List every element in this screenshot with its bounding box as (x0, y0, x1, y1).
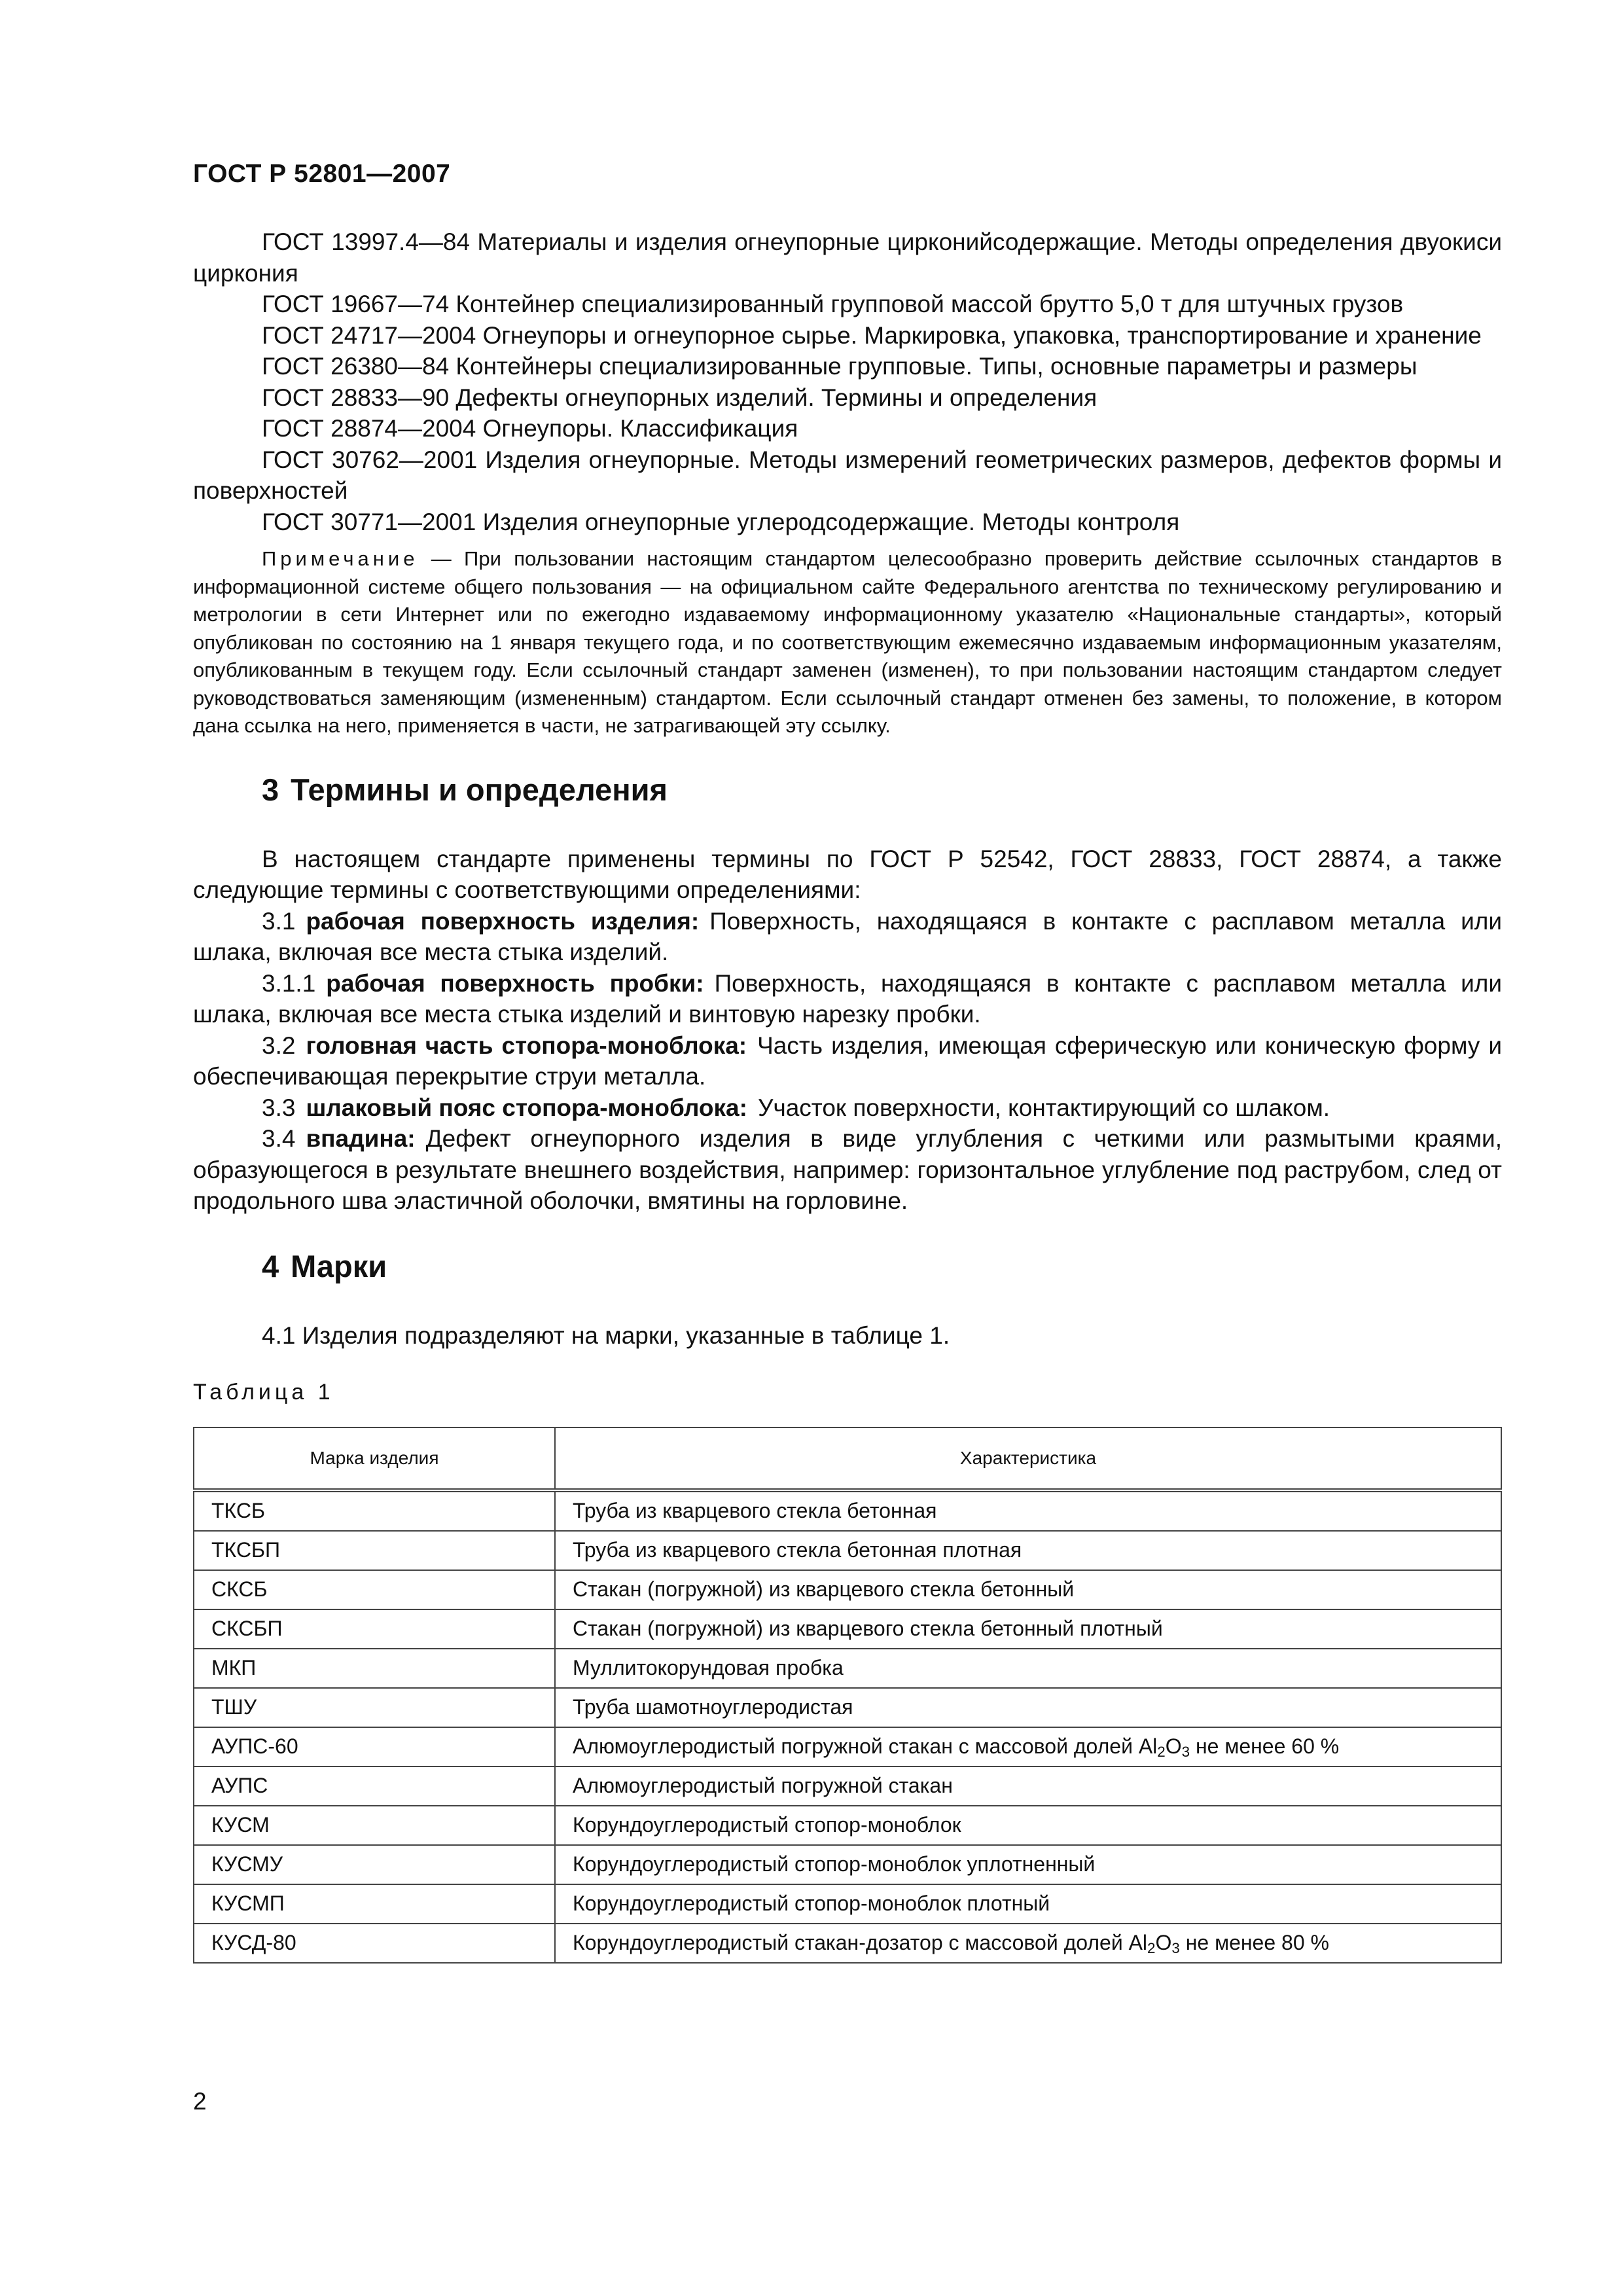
reference-item: ГОСТ 28874—2004 Огнеупоры. Классификация (262, 415, 798, 442)
term-number: 3.2 (262, 1031, 296, 1059)
section-3-heading (193, 772, 1502, 808)
table-row (194, 1806, 1501, 1845)
mark-cell: МКП (194, 1649, 555, 1688)
description-cell: Труба из кварцевого стекла бетонная (555, 1490, 1501, 1531)
term-number: 3.3 (262, 1094, 296, 1121)
note-label: Примечание (262, 547, 419, 570)
mark-cell: СКСБП (194, 1609, 555, 1649)
table-row (194, 1531, 1501, 1570)
term-name: рабочая поверхность изделия: (306, 907, 700, 935)
description-text: не менее 60 % (1190, 1734, 1340, 1758)
description-cell: Корундоуглеродистый стопор-моноблок (555, 1806, 1501, 1845)
term-definition (193, 1030, 1502, 1092)
section-title: Марки (291, 1248, 387, 1283)
term-number: 3.4 (262, 1125, 296, 1152)
subscript: 3 (1181, 1743, 1190, 1760)
term-definition (193, 1123, 1502, 1217)
normative-references-list (193, 226, 1502, 537)
description-cell: Муллитокорундовая пробка (555, 1649, 1501, 1688)
table-header-row (194, 1427, 1501, 1490)
table-row (194, 1767, 1501, 1806)
term-text: Часть изделия, имеющая сферическую или коническую форму и обеспечивающая перекрытие струи металла. (193, 1031, 1502, 1090)
term-text: Поверхность, находящаяся в контакте с расплавом металла или шлака, включая все места стыка изделий. (193, 907, 1502, 965)
table-row (194, 1884, 1501, 1924)
mark-cell: ТКСБ (194, 1490, 555, 1531)
term-definition (193, 1092, 1502, 1124)
mark-cell: КУСМ (194, 1806, 555, 1845)
table-caption: Таблица 1 (193, 1380, 334, 1405)
formula-part: O (1165, 1734, 1182, 1758)
reference-item: ГОСТ 28833—90 Дефекты огнеупорных изделий. Термины и определения (262, 384, 1097, 411)
section-title: Термины и определения (291, 772, 668, 807)
column-header-mark: Марка изделия (194, 1427, 555, 1490)
term-name: впадина: (306, 1125, 416, 1152)
column-header-characteristic: Характеристика (555, 1427, 1501, 1490)
term-text: Поверхность, находящаяся в контакте с расплавом металла или шлака, включая все места стыка изделий и винтовую нарезку пробки. (193, 969, 1502, 1028)
reference-item: ГОСТ 19667—74 Контейнер специализированный групповой массой брутто 5,0 т для штучных грузов (262, 291, 1404, 317)
term-definition (193, 906, 1502, 968)
table-row (194, 1924, 1501, 1963)
subscript: 2 (1147, 1939, 1156, 1956)
term-number: 3.1 (262, 907, 296, 935)
formula-part: O (1155, 1930, 1172, 1954)
page-number: 2 (193, 2088, 207, 2115)
description-cell: Стакан (погружной) из кварцевого стекла бетонный (555, 1570, 1501, 1609)
description-text: не менее 80 % (1179, 1930, 1329, 1954)
mark-cell: АУПС-60 (194, 1727, 555, 1767)
table-row (194, 1649, 1501, 1688)
description-text: Алюмоуглеродистый погружной стакан с массовой долей Al (573, 1734, 1158, 1758)
mark-cell: КУСМП (194, 1884, 555, 1924)
description-cell: Корундоуглеродистый стопор-моноблок плотный (555, 1884, 1501, 1924)
marks-table (193, 1427, 1502, 1964)
table-row (194, 1688, 1501, 1727)
table-row (194, 1727, 1501, 1767)
term-name: шлаковый пояс стопора-моноблока: (306, 1094, 747, 1121)
document-header: ГОСТ Р 52801—2007 (193, 160, 451, 188)
description-text: Корундоуглеродистый стакан-дозатор с массовой долей Al (573, 1930, 1148, 1954)
section-3-intro: В настоящем стандарте применены термины по ГОСТ Р 52542, ГОСТ 28833, ГОСТ 28874, а также следующие термины с соответствующими определениями: (193, 845, 1502, 903)
term-text: Дефект огнеупорного изделия в виде углубления с четкими или размытыми краями, образующегося в результате внешнего воздействия, например: горизонтальное углубление под раструбом, след от продольного шва эластичной оболочки, вмятины на горловине. (193, 1125, 1502, 1214)
term-name: рабочая поверхность пробки: (326, 969, 704, 997)
mark-cell: ТКСБП (194, 1531, 555, 1570)
mark-cell: СКСБ (194, 1570, 555, 1609)
term-number: 3.1.1 (262, 969, 316, 997)
term-definition (193, 968, 1502, 1030)
reference-item: ГОСТ 24717—2004 Огнеупоры и огнеупорное сырье. Маркировка, упаковка, транспортирование и хранение (262, 321, 1482, 349)
section-number: 4 (262, 1248, 279, 1283)
description-cell (555, 1727, 1501, 1767)
description-cell: Корундоуглеродистый стопор-моноблок уплотненный (555, 1845, 1501, 1884)
description-cell: Труба из кварцевого стекла бетонная плотная (555, 1531, 1501, 1570)
mark-cell: КУСД-80 (194, 1924, 555, 1963)
section-4-paragraph: 4.1 Изделия подразделяют на марки, указанные в таблице 1. (262, 1321, 950, 1349)
document-body (193, 226, 1502, 1964)
description-cell: Алюмоуглеродистый погружной стакан (555, 1767, 1501, 1806)
note-paragraph (193, 545, 1502, 740)
mark-cell: АУПС (194, 1767, 555, 1806)
section-number: 3 (262, 772, 279, 807)
section-4-heading (193, 1248, 1502, 1285)
term-text: Участок поверхности, контактирующий со шлаком. (757, 1094, 1330, 1121)
mark-cell: КУСМУ (194, 1845, 555, 1884)
mark-cell: ТШУ (194, 1688, 555, 1727)
note-text: — При пользовании настоящим стандартом целесообразно проверить действие ссылочных стандартов в информационной системе общего пользования — на официальном сайте Федерального агентства по техническому регулированию и метрологии в сети Интернет или по ежегодно издаваемому информационному указателю «Национальные стандарты», который опубликован по состоянию на 1 января текущего года, и по соответствующим ежемесячно издаваемым информационным указателям, опубликованным в текущем году. Если ссылочный стандарт заменен (изменен), то при пользовании настоящим стандартом следует руководствоваться заменяющим (измененным) стандартом. Если ссылочный стандарт отменен без замены, то положение, в котором дана ссылка на него, применяется в части, не затрагивающей эту ссылку. (193, 547, 1502, 737)
description-cell: Стакан (погружной) из кварцевого стекла бетонный плотный (555, 1609, 1501, 1649)
subscript: 2 (1157, 1743, 1166, 1760)
term-name: головная часть стопора-моноблока: (306, 1031, 747, 1059)
reference-item: ГОСТ 30771—2001 Изделия огнеупорные углеродсодержащие. Методы контроля (262, 508, 1180, 535)
table-row (194, 1490, 1501, 1531)
description-cell (555, 1924, 1501, 1963)
table-row (194, 1570, 1501, 1609)
reference-item: ГОСТ 26380—84 Контейнеры специализированные групповые. Типы, основные параметры и размеры (262, 353, 1418, 380)
reference-item: ГОСТ 30762—2001 Изделия огнеупорные. Методы измерений геометрических размеров, дефектов формы и поверхностей (193, 446, 1502, 504)
reference-item: ГОСТ 13997.4—84 Материалы и изделия огнеупорные цирконийсодержащие. Методы определения двуокиси циркония (193, 228, 1502, 287)
table-row (194, 1609, 1501, 1649)
description-cell: Труба шамотноуглеродистая (555, 1688, 1501, 1727)
table-row (194, 1845, 1501, 1884)
subscript: 3 (1171, 1939, 1180, 1956)
